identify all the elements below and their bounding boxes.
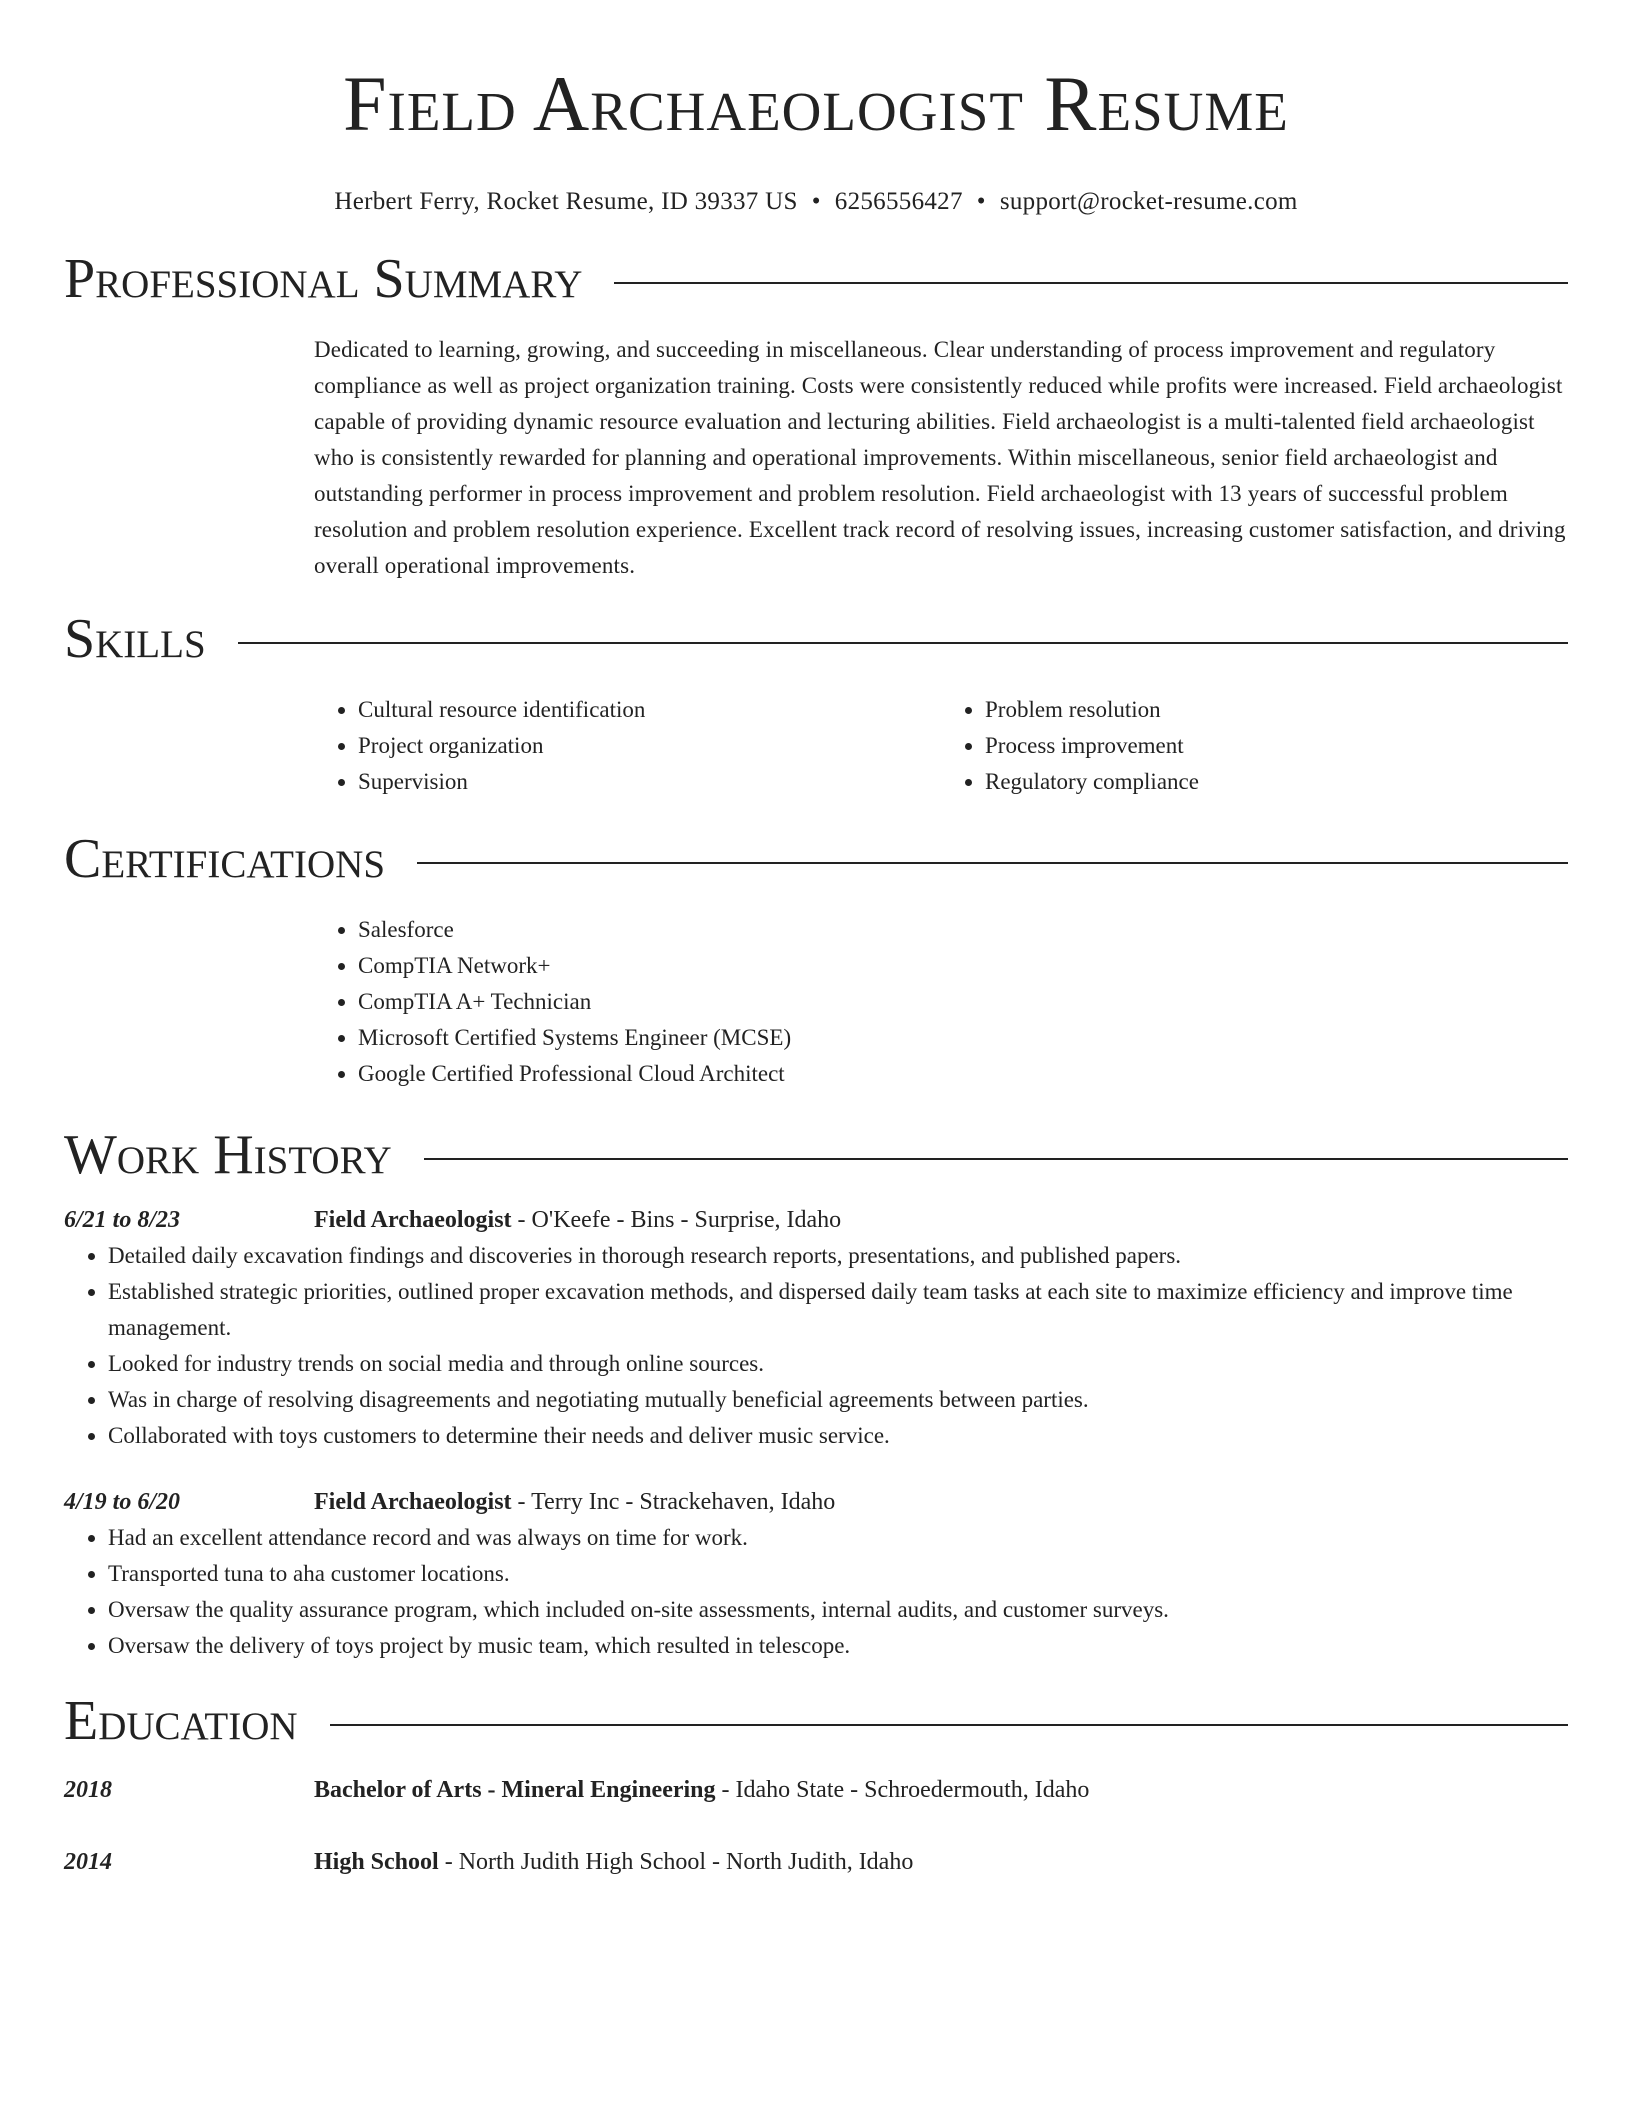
section-divider [614,282,1568,284]
summary-body [314,332,1568,584]
certifications-section [64,824,1568,1092]
section-divider [330,1724,1568,1726]
certifications-list [314,912,1568,1092]
job-duties [64,1520,1568,1664]
contact-line [64,186,1568,218]
job-duty: • Detailed daily excavation findings and discoveries in thorough research reports, presentations, and published papers. [108,1238,1568,1274]
job-duty: • Was in charge of resolving disagreements and negotiating mutually beneficial agreements between parties. [108,1382,1568,1418]
job-heading [314,1484,835,1520]
skill-item: • Project organization [358,728,941,764]
skills-heading: Skills [64,608,206,670]
education-school: - Idaho State - Schroedermouth, Idaho [715,1777,1090,1803]
summary-header [64,244,1568,314]
contact-separator: • [811,188,821,215]
contact-phone: 6256556427 [834,188,963,215]
job-title: Field Archaeologist [314,1207,512,1233]
skills-header [64,604,1568,674]
certifications-body [314,912,1568,1092]
summary-heading: Professional Summary [64,248,583,310]
certification-item: • CompTIA A+ Technician [358,984,1568,1020]
contact-address: Herbert Ferry, Rocket Resume, ID 39337 US [334,188,798,215]
summary-text: Dedicated to learning, growing, and succeeding in miscellaneous. Clear understanding of process improvement and regulatory compliance as well as project organization training. Costs were consistently reduced while profits were increased. Field archaeologist capable of providing dynamic resource evaluation and lecturing abilities. Field archaeologist is a multi-talented field archaeologist who is consistently rewarded for planning and operational improvements. Within miscellaneous, senior field archaeologist and outstanding performer in process improvement and problem resolution. Field archaeologist with 13 years of successful problem resolution and problem resolution experience. Excellent track record of resolving issues, increasing customer satisfaction, and driving overall operational improvements. [314,337,1566,578]
education-details [314,1844,913,1880]
job-dates: 4/19 to 6/20 [64,1489,181,1515]
job-heading [314,1202,841,1238]
skills-section [64,604,1568,800]
job-entry [64,1484,1568,1664]
education-section [64,1686,1568,1880]
skill-item: • Regulatory compliance [985,764,1568,800]
skill-item: • Process improvement [985,728,1568,764]
certifications-header [64,824,1568,894]
job-header [64,1202,1568,1238]
job-duty: • Collaborated with toys customers to determine their needs and deliver music service. [108,1418,1568,1454]
job-duty: • Oversaw the delivery of toys project by music team, which resulted in telescope. [108,1628,1568,1664]
skill-item: • Cultural resource identification [358,692,941,728]
certification-item: • CompTIA Network+ [358,948,1568,984]
job-dates: 6/21 to 8/23 [64,1207,181,1233]
job-entry [64,1202,1568,1454]
resume-title: Field Archaeologist Resume [343,60,1289,147]
education-year: 2014 [64,1849,112,1875]
work-history-header [64,1120,1568,1190]
job-duty: • Had an excellent attendance record and was always on time for work. [108,1520,1568,1556]
section-divider [424,1158,1568,1160]
job-employer: - O'Keefe - Bins - Surprise, Idaho [511,1207,842,1233]
skills-grid [314,692,1568,800]
certification-item: • Google Certified Professional Cloud Architect [358,1056,1568,1092]
job-duty: • Oversaw the quality assurance program, which included on-site assessments, internal audits, and customer surveys. [108,1592,1568,1628]
section-divider [417,862,1568,864]
resume-page [64,0,1568,1880]
education-entry [64,1844,1568,1880]
summary-section [64,244,1568,584]
education-entry [64,1772,1568,1808]
job-duties [64,1238,1568,1454]
contact-email[interactable]: support@rocket-resume.com [999,188,1298,215]
certification-item: • Microsoft Certified Systems Engineer (MCSE) [358,1020,1568,1056]
education-degree: High School [314,1849,439,1875]
skills-list-left [314,692,941,800]
job-duty: • Looked for industry trends on social media and through online sources. [108,1346,1568,1382]
skill-item: • Problem resolution [985,692,1568,728]
job-duty: • Established strategic priorities, outlined proper excavation methods, and dispersed daily team tasks at each site to maximize efficiency and improve time management. [108,1274,1568,1346]
education-details [314,1772,1089,1808]
education-heading: Education [64,1690,298,1752]
education-year: 2018 [64,1777,112,1803]
education-school: - North Judith High School - North Judith, Idaho [438,1849,914,1875]
contact-separator: • [976,188,986,215]
certification-item: • Salesforce [358,912,1568,948]
section-divider [238,642,1568,644]
education-degree: Bachelor of Arts - Mineral Engineering [314,1777,716,1803]
job-title: Field Archaeologist [314,1489,512,1515]
work-history-section [64,1120,1568,1664]
job-duty: • Transported tuna to aha customer locations. [108,1556,1568,1592]
education-header [64,1686,1568,1756]
work-history-heading: Work History [64,1124,392,1186]
skills-list-right [941,692,1568,800]
job-employer: - Terry Inc - Strackehaven, Idaho [511,1489,836,1515]
skill-item: • Supervision [358,764,941,800]
job-header [64,1484,1568,1520]
certifications-heading: Certifications [64,828,386,890]
